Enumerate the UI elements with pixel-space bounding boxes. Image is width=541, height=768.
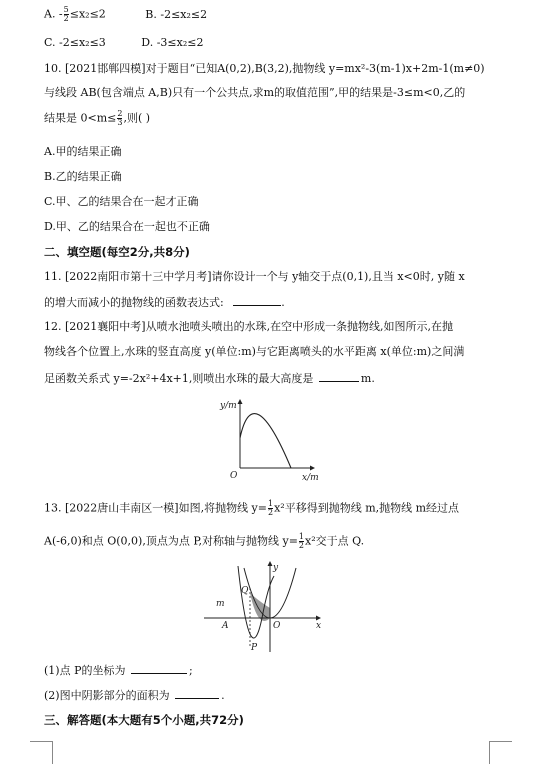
section-3-heading: 三、解答题(本大题有5个小题,共72分) [44,713,244,727]
q9-a-rest: ≤x₂≤2 [69,7,106,21]
q10-option-b: B.乙的结果正确 [44,170,122,183]
q11-period: . [281,296,285,309]
q12-answer-blank[interactable] [319,370,359,382]
q10-line3 [44,110,150,127]
q10-line3-prefix: 结果是 0<m≤ [44,111,117,125]
q13-q-label: Q [241,586,249,596]
q13-line2 [44,533,364,550]
q13-line2-prefix: A(-6,0)和点 O(0,0),顶点为点 P,对称轴与抛物线 y= [44,534,298,548]
q13-sub2-blank[interactable] [175,687,219,699]
q10-fraction [117,110,122,127]
q11-line2-text: 的增大而减小的抛物线的函数表达式: [44,296,224,309]
q13-line1-prefix: 13. [2022唐山丰南区一模]如图,将抛物线 y= [44,501,267,515]
q9-a-fraction [64,6,69,23]
q13-a-label: A [222,621,229,631]
q9-a-frac-den: 2 [63,14,69,23]
q13-m-label: m [216,599,225,609]
section-2-heading: 二、填空题(每空2分,共8分) [44,245,190,259]
q9-a-frac-num: 5 [63,5,69,14]
q13-parabola-figure [200,558,330,654]
q13-sub1-text: (1)点 P的坐标为 [44,664,126,677]
q11-line1: 11. [2022南阳市第十三中学月考]请你设计一个与 y轴交于点(0,1),且当 x<0时, y随 x [44,270,465,283]
q13-sub1 [44,662,193,678]
q10-line1: 10. [2021邯郸四模]对于题目“已知A(0,2),B(3,2),抛物线 y=mx²-3(m-1)x+2m-1(m≠0) [44,62,485,75]
q10-option-a: A.甲的结果正确 [44,145,122,158]
q10-option-d: D.甲、乙的结果合在一起也不正确 [44,220,210,233]
q11-answer-blank[interactable] [233,294,281,306]
q12-parabola-curve [240,414,291,468]
q10-option-c: C.甲、乙的结果合在一起才正确 [44,195,199,208]
q12-line3-text: 足函数关系式 y=-2x²+4x+1,则喷出水珠的最大高度是 [44,372,314,385]
q13-line1-suffix: x²平移得到抛物线 m,抛物线 m经过点 [274,501,460,515]
q13-fraction-1 [268,500,273,517]
q10-frac-den: 3 [117,118,123,127]
q9-options-row2 [44,36,243,50]
q13-sub2-end: . [221,689,225,702]
q13-frac1-den: 2 [268,508,274,517]
q13-line2-suffix: x²交于点 Q. [305,534,365,548]
q12-y-label: y/m [220,401,237,411]
q13-p-label: P [251,643,258,653]
q13-o-label: O [273,621,281,631]
q13-line1 [44,500,459,517]
q12-x-label: x/m [302,473,319,483]
q13-x-label: x [316,621,322,631]
q13-frac2-num: 1 [298,532,305,541]
q12-line2: 物线各个位置上,水珠的竖直高度 y(单位:m)与它距离喷头的水平距离 x(单位:m)之间满 [44,345,465,358]
q11-line2 [44,294,285,310]
q9-options-row1 [44,6,247,23]
q10-line2: 与线段 AB(包含端点 A,B)只有一个公共点,求m的取值范围”,甲的结果是-3≤m<0,乙的 [44,86,466,99]
q13-y-arrow [268,561,273,566]
q13-x-arrow [316,616,321,621]
q9-option-a [44,6,106,23]
q13-sub1-end: ; [188,664,193,677]
q13-sub2 [44,687,225,703]
q12-line3 [44,370,375,386]
q9-option-b: B. -2≤x₂≤2 [145,7,208,21]
q13-fraction-2 [299,533,304,550]
q13-frac1-num: 1 [268,499,274,508]
q13-frac2-den: 2 [298,541,305,550]
q13-sub1-blank[interactable] [131,662,187,674]
q12-y-arrow [238,399,243,404]
corner-mark-left [30,741,53,764]
corner-mark-right [489,741,512,764]
q13-y-label: y [273,563,279,573]
q9-option-c: C. -2≤x₂≤3 [44,36,106,49]
q12-line1: 12. [2021襄阳中考]从喷水池喷头喷出的水珠,在空中形成一条抛物线,如图所示,在抛 [44,320,454,333]
q9-option-d: D. -3≤x₂≤2 [141,36,204,49]
q12-parabola-figure [212,394,332,486]
q12-unit: m. [360,372,375,385]
q13-sub2-text: (2)图中阴影部分的面积为 [44,689,170,702]
q10-frac-num: 2 [117,109,123,118]
q12-origin-label: O [230,471,238,481]
q12-x-arrow [310,466,315,471]
q10-line3-suffix: ,则( ) [123,111,151,125]
q9-a-prefix: A. - [44,7,63,21]
